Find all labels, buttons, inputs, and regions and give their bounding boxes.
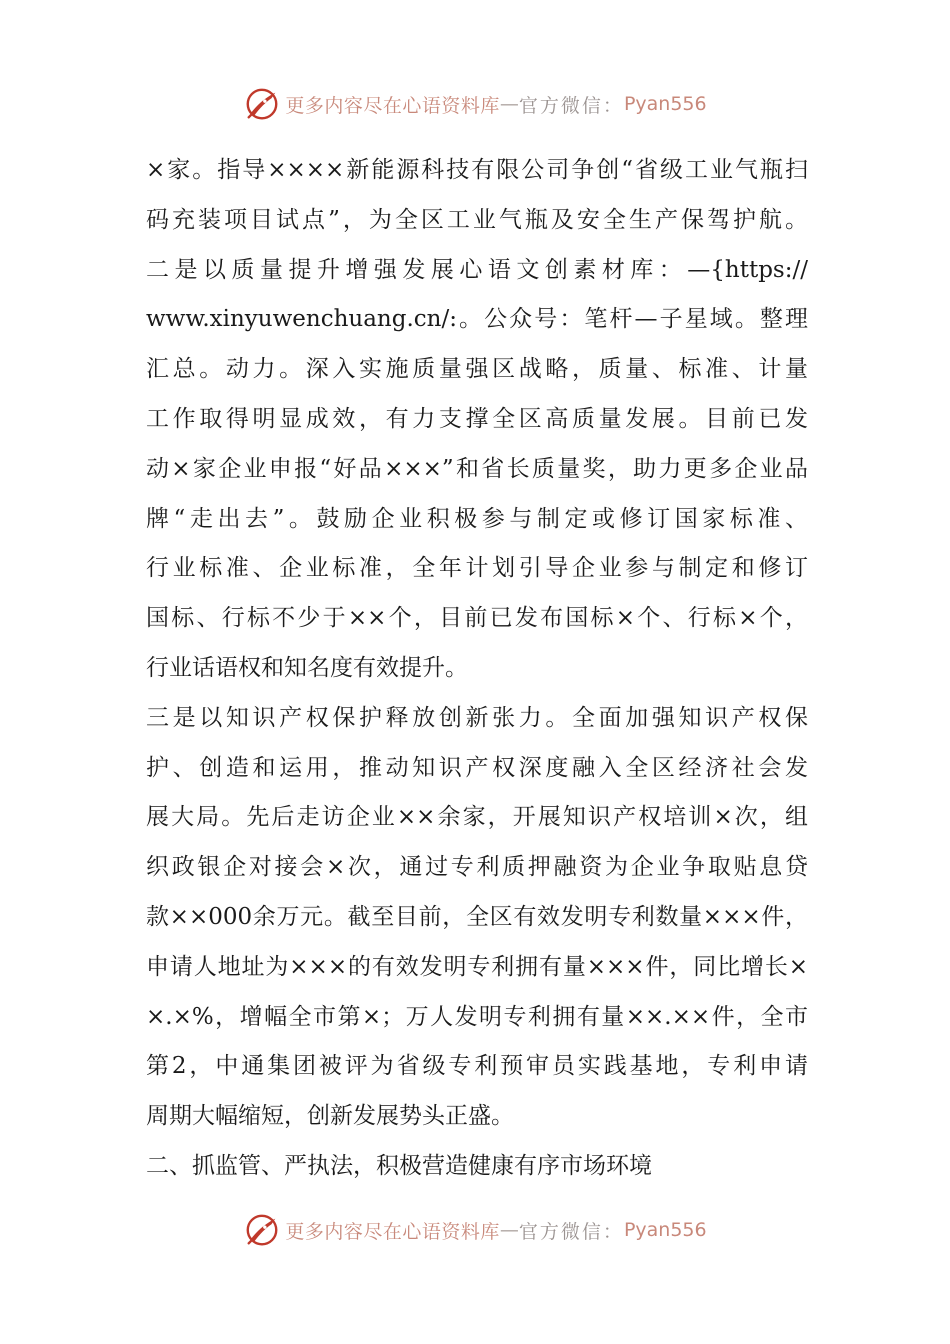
header-banner <box>0 82 950 126</box>
body-line: 申请人地址为×××的有效发明专利拥有量×××件，同比增长× <box>146 953 808 980</box>
body-line: 牌“走出去”。鼓励企业积极参与制定或修订国家标准、 <box>146 505 808 532</box>
body-line: 二是以质量提升增强发展心语文创素材库：—{https:// <box>146 256 808 283</box>
body-line: 展大局。先后走访企业××余家，开展知识产权培训×次，组 <box>146 804 808 831</box>
pen-nib-logo-icon <box>243 85 281 123</box>
body-line: 款××000余万元。截至目前，全区有效发明专利数量×××件， <box>146 903 808 930</box>
footer-official-label: 官方微信： <box>518 1220 624 1243</box>
body-line: 三是以知识产权保护释放创新张力。全面加强知识产权保 <box>146 704 808 731</box>
body-line: 国标、行标不少于××个，目前已发布国标×个、行标×个， <box>146 605 808 632</box>
body-line: 织政银企对接会×次，通过专利质押融资为企业争取贴息贷 <box>146 854 808 881</box>
body-line: 工作取得明显成效，有力支撑全区高质量发展。目前已发 <box>146 405 808 432</box>
body-line: 汇总。动力。深入实施质量强区战略，质量、标准、计量 <box>146 356 808 383</box>
body-line: ×.×%，增幅全市第×；万人发明专利拥有量××.××件，全市 <box>146 1003 808 1030</box>
body-line: 动×家企业申报“好品×××”和省长质量奖，助力更多企业品 <box>146 455 808 482</box>
footer-slogan: 更多内容尽在心语资料库 <box>285 1220 500 1243</box>
header-slogan: 更多内容尽在心语资料库 <box>285 94 500 117</box>
document-body <box>146 146 808 1192</box>
body-line: 码充装项目试点”，为全区工业气瓶及安全生产保驾护航。 <box>146 206 808 233</box>
footer-dash: — <box>499 1219 519 1241</box>
footer-banner <box>0 1208 950 1252</box>
header-dash: — <box>499 93 519 115</box>
body-line: 行业话语权和知名度有效提升。 <box>146 654 468 681</box>
header-wechat-handle: Pyan556 <box>623 93 707 115</box>
header-official-label: 官方微信： <box>518 94 624 117</box>
body-line: 护、创造和运用，推动知识产权深度融入全区经济社会发 <box>146 754 808 781</box>
footer-wechat-handle: Pyan556 <box>623 1219 707 1241</box>
body-line: www.xinyuwenchuang.cn/:。公众号：笔杆—子星域。整理 <box>146 306 808 333</box>
body-line: 周期大幅缩短，创新发展势头正盛。 <box>146 1103 514 1130</box>
body-line: 第2，中通集团被评为省级专利预审员实践基地，专利申请 <box>146 1053 808 1080</box>
section-heading: 二、抓监管、严执法，积极营造健康有序市场环境 <box>146 1152 652 1179</box>
pen-nib-logo-icon <box>243 1211 281 1249</box>
body-line: ×家。指导××××新能源科技有限公司争创“省级工业气瓶扫 <box>146 157 808 183</box>
body-line: 行业标准、企业标准，全年计划引导企业参与制定和修订 <box>146 555 808 582</box>
